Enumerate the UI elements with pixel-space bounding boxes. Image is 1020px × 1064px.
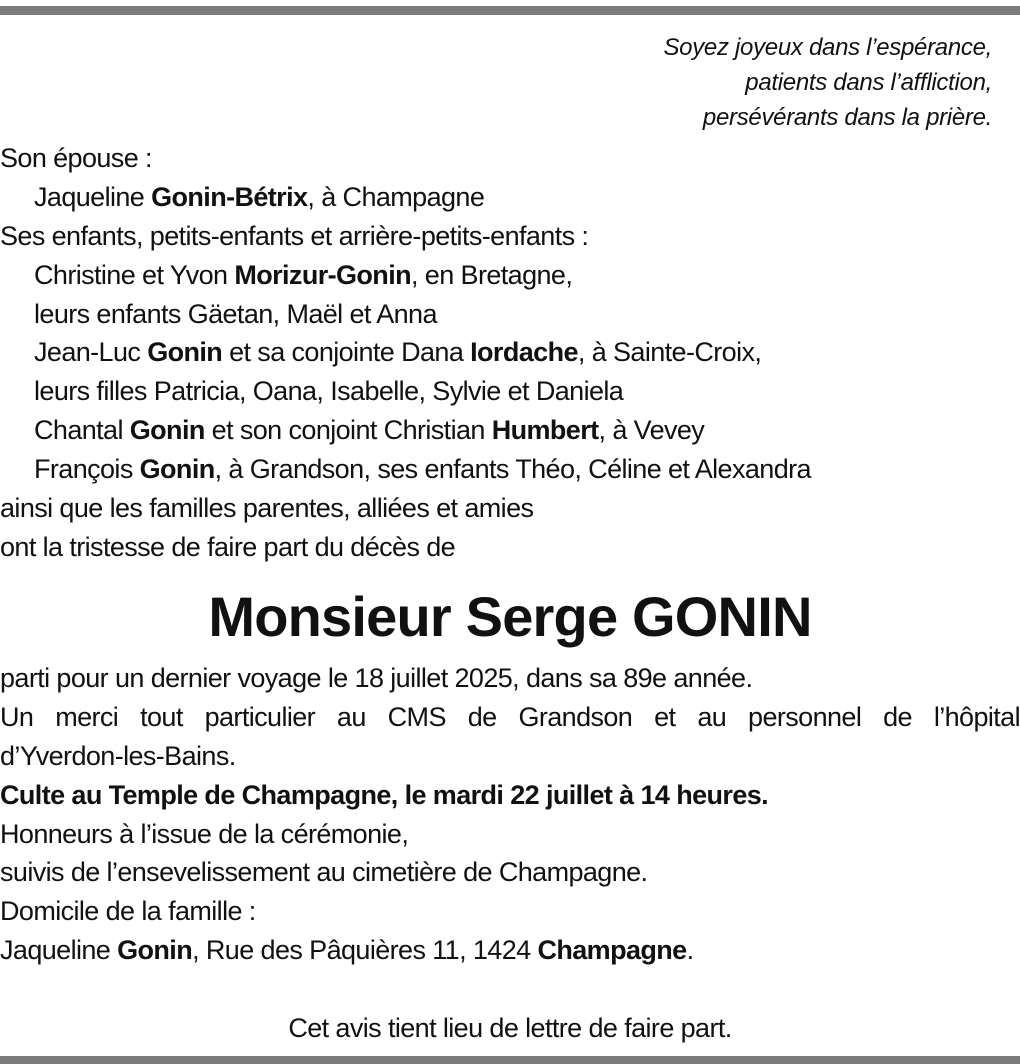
child-first-name: Chantal	[34, 415, 130, 446]
grandchildren-entry: leurs enfants Gäetan, Maël et Anna	[34, 298, 437, 329]
thanks-line: Un merci tout particulier au CMS de Grandson et au personnel de l’hôpital	[0, 701, 1020, 732]
relatives-line: ainsi que les familles parentes, alliées et amies	[0, 493, 534, 524]
details-block	[0, 659, 1020, 970]
child-location: , à Sainte-Croix,	[577, 337, 762, 368]
child-first-names: Christine et Yvon	[34, 259, 235, 290]
spouse-location: , à Champagne	[307, 181, 485, 212]
thanks-line-continued: d’Yverdon-les-Bains.	[0, 740, 236, 771]
child-location: , à Vevey	[598, 415, 705, 446]
domicile-heading: Domicile de la famille :	[0, 896, 256, 927]
deceased-name: Monsieur Serge GONIN	[208, 585, 812, 648]
children-heading: Ses enfants, petits-enfants et arrière-petits-enfants :	[0, 220, 589, 251]
burial-line: suivis de l’ensevelissement au cimetière de Champagne.	[0, 857, 648, 888]
honours-line: Honneurs à l’issue de la cérémonie,	[0, 818, 409, 849]
quote-line: Soyez joyeux dans l’espérance,	[663, 34, 992, 61]
child-last-name: Gonin	[147, 337, 223, 368]
partner-last-name: Iordache	[470, 337, 578, 368]
quote-line: persévérants dans la prière.	[702, 104, 992, 131]
departure-line: parti pour un dernier voyage le 18 juillet 2025, dans sa 89e année.	[0, 663, 753, 693]
service-text: Culte au Temple de Champagne, le mardi 22 juillet à 14 heures.	[0, 779, 769, 810]
spouse-last-name: Gonin-Bétrix	[151, 181, 308, 212]
family-list	[0, 139, 1020, 567]
address-street: , Rue des Pâquières 11, 1424	[192, 935, 538, 966]
child-last-name: Gonin	[129, 415, 205, 446]
footer-note: Cet avis tient lieu de lettre de faire part.	[288, 1013, 732, 1043]
child-entry	[0, 333, 1020, 372]
announcement-line: ont la tristesse de faire part du décès de	[0, 531, 456, 562]
epigraph-quote	[472, 30, 992, 135]
spouse-heading: Son épouse :	[0, 143, 152, 173]
child-last-name: Morizur-Gonin	[234, 259, 411, 290]
child-location: , en Bretagne,	[411, 259, 573, 290]
child-entry	[0, 450, 1020, 489]
child-first-name: François	[34, 454, 140, 485]
grandchildren-entry: leurs filles Patricia, Oana, Isabelle, Sylvie et Daniela	[34, 376, 624, 407]
spouse-entry	[0, 178, 1020, 217]
address-town: Champagne	[537, 935, 687, 966]
address-last-name: Gonin	[117, 935, 193, 966]
child-location: , à Grandson, ses enfants Théo, Céline et Alexandra	[214, 454, 811, 485]
quote-line: patients dans l’affliction,	[745, 69, 992, 96]
top-rule	[0, 6, 1020, 15]
domicile-address	[0, 931, 1020, 970]
child-last-name: Gonin	[139, 454, 215, 485]
child-first-name: Jean-Luc	[34, 337, 148, 368]
partner-text: et sa conjointe Dana	[222, 337, 471, 368]
spouse-first-name: Jaqueline	[34, 181, 152, 212]
service-line	[0, 776, 1020, 815]
address-first-name: Jaqueline	[0, 935, 118, 966]
child-entry	[0, 411, 1020, 450]
address-end: .	[686, 935, 694, 966]
bottom-rule	[0, 1056, 1020, 1064]
child-entry	[0, 256, 1020, 295]
partner-last-name: Humbert	[491, 415, 599, 446]
partner-text: et son conjoint Christian	[204, 415, 492, 446]
